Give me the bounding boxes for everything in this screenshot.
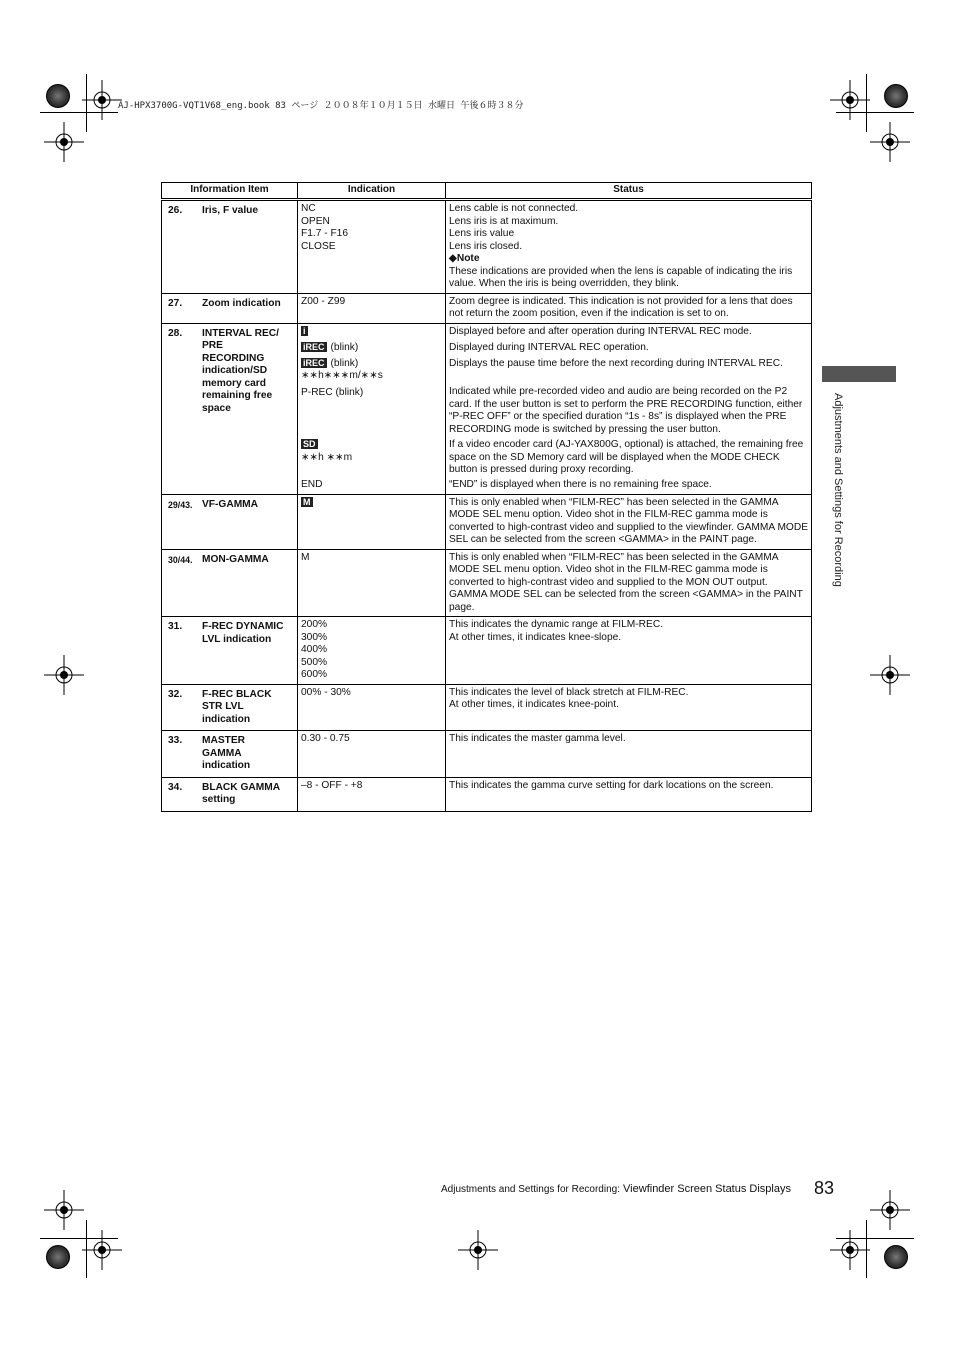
indication-line	[301, 497, 442, 510]
item-name-line: indication	[202, 713, 251, 725]
item-number: 29/43.	[168, 499, 193, 510]
note-text: These indications are provided when the lens is capable of indicating the iris value. When the iris is being overridden, they blink.	[449, 265, 793, 289]
table-row	[162, 494, 812, 549]
item-cell	[162, 777, 298, 811]
item-cell	[162, 200, 298, 294]
item-cell	[162, 731, 298, 778]
status-line: At other times, it indicates knee-slope.	[449, 631, 622, 643]
indication-line: 400%	[301, 644, 328, 655]
item-name-line: F-REC DYNAMIC	[202, 621, 284, 632]
status-cell	[446, 684, 812, 731]
item-name	[202, 296, 294, 313]
item-number: 32.	[168, 688, 183, 700]
item-name-line: LVL indication	[202, 633, 272, 645]
item-name-line: BLACK GAMMA	[202, 781, 281, 793]
status-line: Lens iris value	[449, 228, 515, 239]
item-name	[202, 497, 294, 514]
indication-line: –8 - OFF - +8	[301, 779, 363, 791]
status-cell	[446, 200, 812, 294]
item-name	[202, 780, 294, 809]
status-line: This indicates the master gamma level.	[449, 733, 626, 744]
table-row	[162, 617, 812, 685]
status-line: This is only enabled when “FILM-REC” has been selected in the GAMMA MODE SEL menu option. Video shot in the FILM-REC gamma mode is converted to high-contrast video and supplied to the MON OUT output. GAMMA MODE SEL can be selected from the screen <GAMMA> in the PAINT page.	[449, 551, 803, 613]
status-cell	[446, 323, 812, 494]
column-header-status: Status	[446, 183, 812, 200]
status-line: Indicated while pre-recorded video and audio are being recorded on the P2 card. If the user button is set to perform the PRE RECORDING function, either “P-REC OFF” or the specified duration “1s - 8s” is displayed when the PRE RECORDING mode is switched by pressing the user button.	[449, 386, 803, 435]
registration-target-bottom-right	[884, 1245, 908, 1269]
item-name	[202, 326, 294, 418]
crosshair-icon	[82, 80, 122, 120]
item-cell	[162, 293, 298, 323]
indication-line: NC	[301, 203, 316, 214]
column-header-information-item: Information Item	[162, 183, 298, 200]
print-header: AJ-HPX3700G-VQT1V68_eng.book 83 ページ ２００８年１０月１５日 水曜日 午後６時３８分	[118, 101, 524, 111]
item-name-line: Zoom indication	[202, 297, 281, 309]
item-number: 34.	[168, 781, 183, 793]
indication-line: Z00 - Z99	[301, 295, 346, 307]
crop-mark	[836, 112, 914, 113]
item-name	[202, 552, 294, 569]
status-line: Displayed before and after operation during INTERVAL REC mode.	[449, 325, 752, 337]
item-number: 26.	[168, 205, 183, 216]
item-name	[202, 733, 294, 775]
diamond-icon: ◆	[449, 253, 457, 264]
indication-cell	[298, 323, 446, 494]
status-line: This indicates the dynamic range at FILM-REC.	[449, 619, 664, 630]
indication-cell	[298, 731, 446, 778]
status-line: This is only enabled when “FILM-REC” has been selected in the GAMMA MODE SEL menu option. Video shot in the FILM-REC gamma mode is converted to high-contrast video and supplied to the viewfinder. GAMMA MODE SEL can be selected from the screen <GAMMA> in the PAINT page.	[449, 496, 809, 545]
note-heading	[449, 253, 808, 266]
item-name-line: MASTER	[202, 735, 246, 746]
table-row	[162, 200, 812, 294]
item-name-line: Iris, F value	[202, 205, 259, 216]
indication-line: P-REC (blink)	[301, 386, 364, 398]
sd-badge: SD	[303, 439, 316, 450]
item-name-line: indication/SD	[202, 365, 268, 376]
blink-label: (blink)	[330, 357, 359, 369]
crosshair-icon	[82, 1230, 122, 1270]
irec-badge: iREC	[303, 341, 325, 352]
item-cell	[162, 494, 298, 549]
status-line: Zoom degree is indicated. This indication is not provided for a lens that does not return the zoom position, even if the indication is set to on.	[449, 295, 793, 319]
item-cell	[162, 684, 298, 731]
indication-line: 600%	[301, 669, 328, 680]
item-number: 33.	[168, 735, 183, 746]
interval-i-badge: i	[303, 325, 306, 336]
crosshair-icon	[870, 1190, 910, 1230]
item-name-line: PRE	[202, 340, 223, 351]
item-name-line: space	[202, 402, 231, 414]
item-number: 28.	[168, 327, 183, 339]
crop-mark	[866, 74, 867, 132]
item-name-line: F-REC BLACK	[202, 688, 272, 700]
item-number: 27.	[168, 297, 183, 309]
item-cell	[162, 323, 298, 494]
table-row	[162, 293, 812, 323]
registration-target-top-left	[46, 84, 70, 108]
status-line: Displays the pause time before the next recording during INTERVAL REC.	[449, 357, 783, 369]
indication-cell	[298, 549, 446, 617]
item-name-line: GAMMA	[202, 747, 242, 759]
indication-cell	[298, 293, 446, 323]
page-number: 83	[814, 1178, 835, 1198]
indication-line: OPEN	[301, 215, 330, 227]
indication-cell	[298, 200, 446, 294]
footer-title: Viewfinder Screen Status Displays	[623, 1183, 791, 1195]
crosshair-icon	[44, 1190, 84, 1230]
item-number: 31.	[168, 621, 183, 632]
status-line: This indicates the gamma curve setting for dark locations on the screen.	[449, 779, 774, 791]
item-cell	[162, 549, 298, 617]
crosshair-icon	[458, 1230, 498, 1270]
indication-line: END	[301, 479, 323, 490]
blink-label: (blink)	[330, 341, 359, 353]
indication-line: 0.30 - 0.75	[301, 733, 350, 744]
page-footer	[441, 1183, 791, 1195]
indication-cell	[298, 777, 446, 811]
crosshair-icon	[44, 655, 84, 695]
registration-target-bottom-left	[46, 1245, 70, 1269]
crop-mark	[40, 1238, 118, 1239]
crop-mark	[86, 1220, 87, 1278]
indication-line: 200%	[301, 619, 328, 630]
status-line: At other times, it indicates knee-point.	[449, 699, 619, 710]
item-number: 30/44.	[168, 554, 193, 565]
indication-line	[301, 326, 442, 342]
crosshair-icon	[830, 1230, 870, 1270]
indication-line: 00% - 30%	[301, 686, 351, 698]
gamma-m-badge: M	[303, 496, 311, 507]
item-name	[202, 619, 294, 648]
registration-target-top-right	[884, 84, 908, 108]
indication-line: ∗∗h∗∗∗m/∗∗s	[301, 370, 383, 381]
chapter-side-label: Adjustments and Settings for Recording	[832, 393, 844, 587]
status-cell	[446, 549, 812, 617]
indication-line	[301, 439, 442, 452]
column-header-indication: Indication	[298, 183, 446, 200]
status-cell	[446, 617, 812, 685]
status-line: This indicates the level of black stretch at FILM-REC.	[449, 686, 689, 698]
indication-cell	[298, 494, 446, 549]
item-name-line: RECORDING	[202, 352, 265, 364]
table-row	[162, 731, 812, 778]
item-name-line: indication	[202, 760, 251, 771]
crosshair-icon	[870, 122, 910, 162]
indication-line: 300%	[301, 631, 328, 643]
crosshair-icon	[830, 80, 870, 120]
indication-cell	[298, 617, 446, 685]
indication-cell	[298, 684, 446, 731]
table-row	[162, 549, 812, 617]
item-name-line: remaining free	[202, 390, 273, 401]
viewfinder-status-table	[161, 182, 812, 812]
crop-mark	[86, 74, 87, 132]
indication-line	[301, 342, 442, 358]
item-name-line: MON-GAMMA	[202, 553, 269, 565]
indication-line: ∗∗h ∗∗m	[301, 451, 353, 463]
status-cell	[446, 777, 812, 811]
status-line: Lens iris closed.	[449, 240, 523, 252]
note-label: Note	[456, 253, 480, 264]
status-cell	[446, 494, 812, 549]
status-cell	[446, 293, 812, 323]
table-row	[162, 323, 812, 494]
indication-line: M	[301, 551, 310, 563]
item-name-line: memory card	[202, 377, 266, 389]
status-line: Lens cable is not connected.	[449, 203, 579, 214]
item-name-line: INTERVAL REC/	[202, 327, 279, 339]
crop-mark	[40, 112, 118, 113]
crosshair-icon	[44, 122, 84, 162]
item-name	[202, 203, 294, 220]
indication-line: F1.7 - F16	[301, 228, 348, 239]
status-line: “END” is displayed when there is no remaining free space.	[449, 478, 712, 490]
chapter-tab	[822, 366, 896, 382]
table-row	[162, 684, 812, 731]
item-name-line: VF-GAMMA	[202, 498, 259, 510]
item-name	[202, 687, 294, 729]
table-header-row	[162, 183, 812, 200]
crop-mark	[866, 1220, 867, 1278]
irec-badge: iREC	[303, 357, 325, 368]
crop-mark	[836, 1238, 914, 1239]
crosshair-icon	[870, 655, 910, 695]
item-cell	[162, 617, 298, 685]
footer-section: Adjustments and Settings for Recording:	[441, 1184, 620, 1195]
status-line: Lens iris is at maximum.	[449, 215, 559, 227]
status-line: Displayed during INTERVAL REC operation.	[449, 341, 649, 353]
item-name-line: STR LVL	[202, 701, 244, 712]
status-line: If a video encoder card (AJ-YAX800G, optional) is attached, the remaining free space on the SD Memory card will be displayed when the MODE CHECK button is pressed during proxy recording.	[449, 439, 804, 475]
indication-line: CLOSE	[301, 240, 336, 252]
indication-line: 500%	[301, 656, 328, 668]
item-name-line: setting	[202, 794, 236, 805]
indication-line	[301, 358, 442, 371]
table-row	[162, 777, 812, 811]
status-cell	[446, 731, 812, 778]
